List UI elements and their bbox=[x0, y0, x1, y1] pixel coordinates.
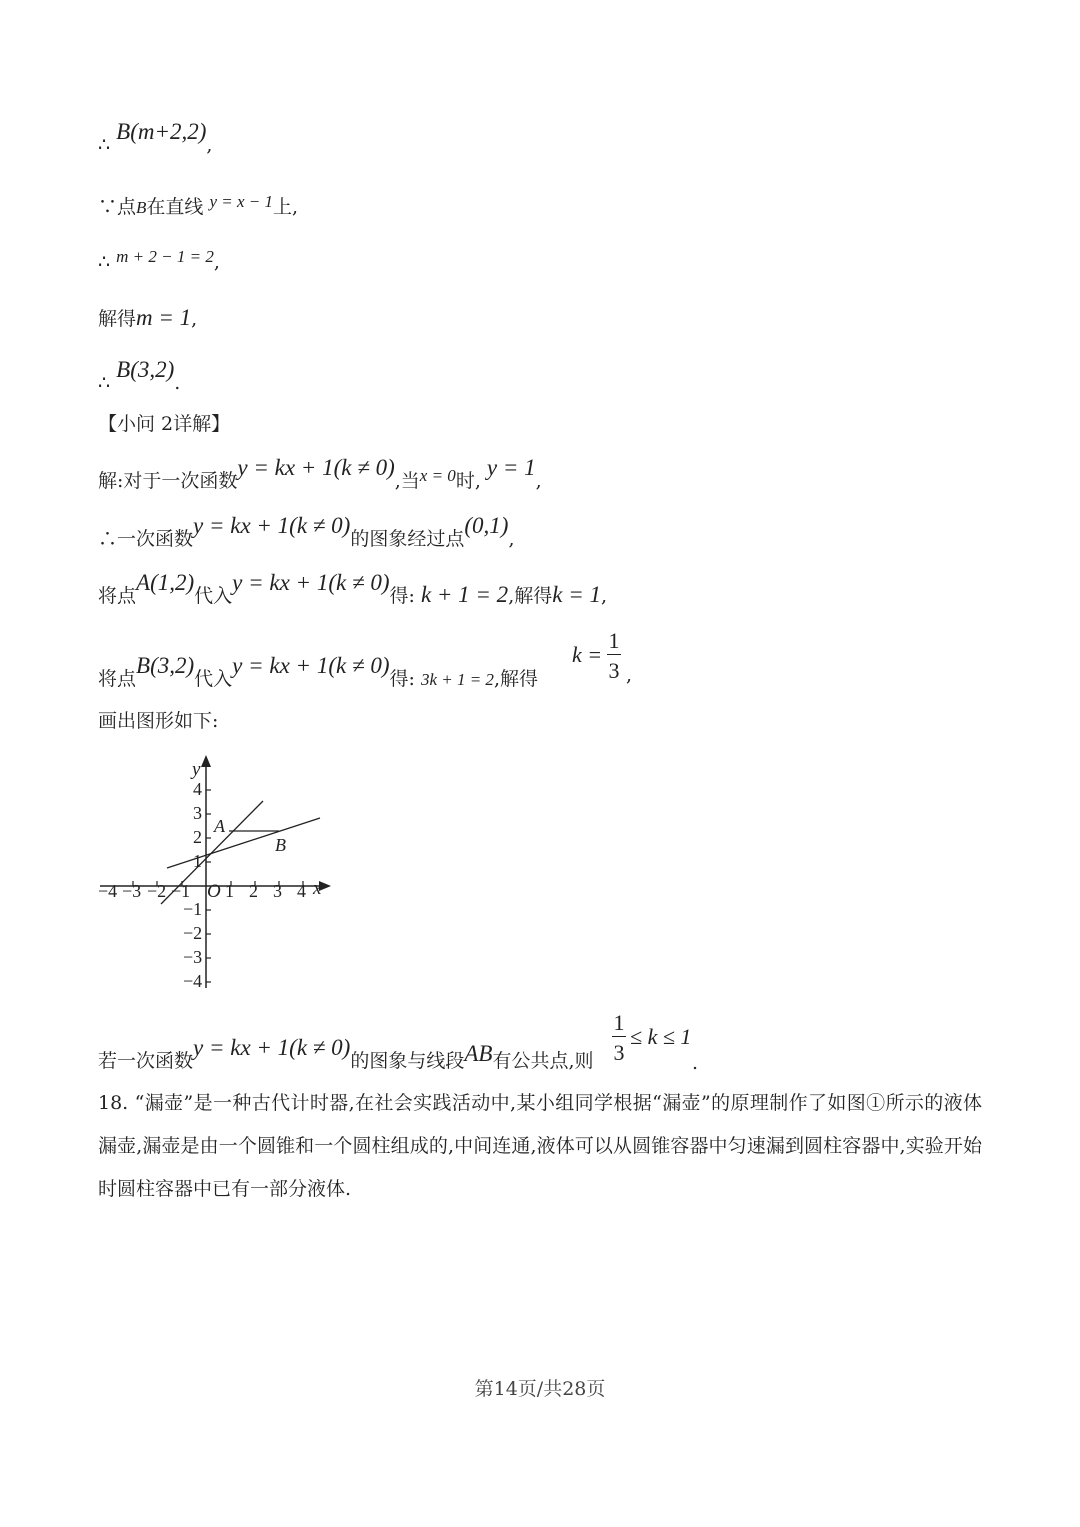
draw-figure-text: 画出图形如下: bbox=[98, 710, 219, 732]
step-line-9: 将点A(1,2)代入y = kx + 1(k ≠ 0)得: k + 1 = 2,解得k = 1, bbox=[98, 570, 608, 607]
line-equation: y = x − 1 bbox=[209, 192, 274, 211]
therefore-symbol: ∴ bbox=[98, 134, 111, 156]
step-line-4: 解得m = 1, bbox=[98, 305, 198, 330]
origin-label: O bbox=[207, 881, 221, 902]
x-axis-label: x bbox=[313, 878, 322, 899]
step-line-7: 解:对于一次函数y = kx + 1(k ≠ 0),当x = 0时, y = 1, bbox=[98, 455, 542, 492]
y-axis-arrow bbox=[201, 755, 211, 767]
linear-function: y = kx + 1(k ≠ 0) bbox=[237, 455, 395, 480]
linear-function: y = kx + 1(k ≠ 0) bbox=[193, 1035, 351, 1060]
y-axis-label: y bbox=[192, 759, 201, 780]
step-line-5: ∴ B(3,2). bbox=[98, 357, 181, 394]
y-tick-label: 2 bbox=[193, 827, 202, 847]
x-tick-label: 3 bbox=[273, 881, 282, 901]
step-line-10: 将点B(3,2)代入y = kx + 1(k ≠ 0)得: 3k + 1 = 2,解得 bbox=[98, 653, 538, 690]
x-tick-label: 4 bbox=[297, 881, 306, 901]
step-line-2: ∵点B在直线 y = x − 1上, bbox=[98, 192, 299, 218]
x-tick-label: 1 bbox=[225, 881, 234, 901]
y-tick-label: −4 bbox=[183, 971, 203, 991]
point-b: B(3,2) bbox=[136, 653, 195, 678]
point-b-label: B bbox=[275, 835, 286, 855]
step-line-1: ∴ B(m+2,2), bbox=[98, 119, 213, 156]
x-tick-label: −4 bbox=[98, 881, 118, 901]
x-tick-label: −2 bbox=[147, 881, 167, 901]
y-tick-label: 3 bbox=[193, 803, 202, 823]
section-heading: 【小问 2详解】 bbox=[98, 413, 231, 435]
linear-function: y = kx + 1(k ≠ 0) bbox=[193, 513, 351, 538]
solution-m: m = 1 bbox=[136, 305, 192, 330]
y-tick-label: −3 bbox=[183, 947, 203, 967]
page-footer: 第14页/共28页 bbox=[474, 1378, 606, 1400]
y-tick-label: 1 bbox=[193, 851, 202, 871]
y-tick-label: 4 bbox=[193, 779, 202, 799]
y-tick-label: −1 bbox=[183, 899, 203, 919]
x-tick-label: 2 bbox=[249, 881, 258, 901]
coordinate-graph bbox=[95, 755, 345, 995]
conclusion-line: 若一次函数y = kx + 1(k ≠ 0)的图象与线段AB有公共点,则 bbox=[98, 1035, 594, 1072]
point-b-expression: B(m+2,2) bbox=[116, 119, 207, 144]
x-tick-label: −3 bbox=[122, 881, 142, 901]
line-k-one-third bbox=[167, 818, 320, 868]
y-tick-label: −2 bbox=[183, 923, 203, 943]
x-tick-label: −1 bbox=[171, 881, 191, 901]
point-a: A(1,2) bbox=[136, 570, 195, 595]
step-line-3: ∴ m + 2 − 1 = 2, bbox=[98, 247, 220, 273]
problem-18: 18. “漏壶”是一种古代计时器,在社会实践活动中,某小组同学根据“漏壶”的原理制作了如图①所示的液体漏壶,漏壶是由一个圆锥和一个圆柱组成的,中间连通,液体可以从圆锥容器中匀速漏到圆柱容器中,实验开始时圆柱容器中已有一部分液体. bbox=[98, 1092, 982, 1200]
substitution-equation: m + 2 − 1 = 2 bbox=[116, 247, 214, 266]
step-line-8: ∴一次函数y = kx + 1(k ≠ 0)的图象经过点(0,1), bbox=[98, 513, 515, 550]
point-a-label: A bbox=[214, 816, 225, 836]
segment-ab-label: AB bbox=[464, 1041, 493, 1066]
point-b-result: B(3,2) bbox=[116, 357, 175, 382]
